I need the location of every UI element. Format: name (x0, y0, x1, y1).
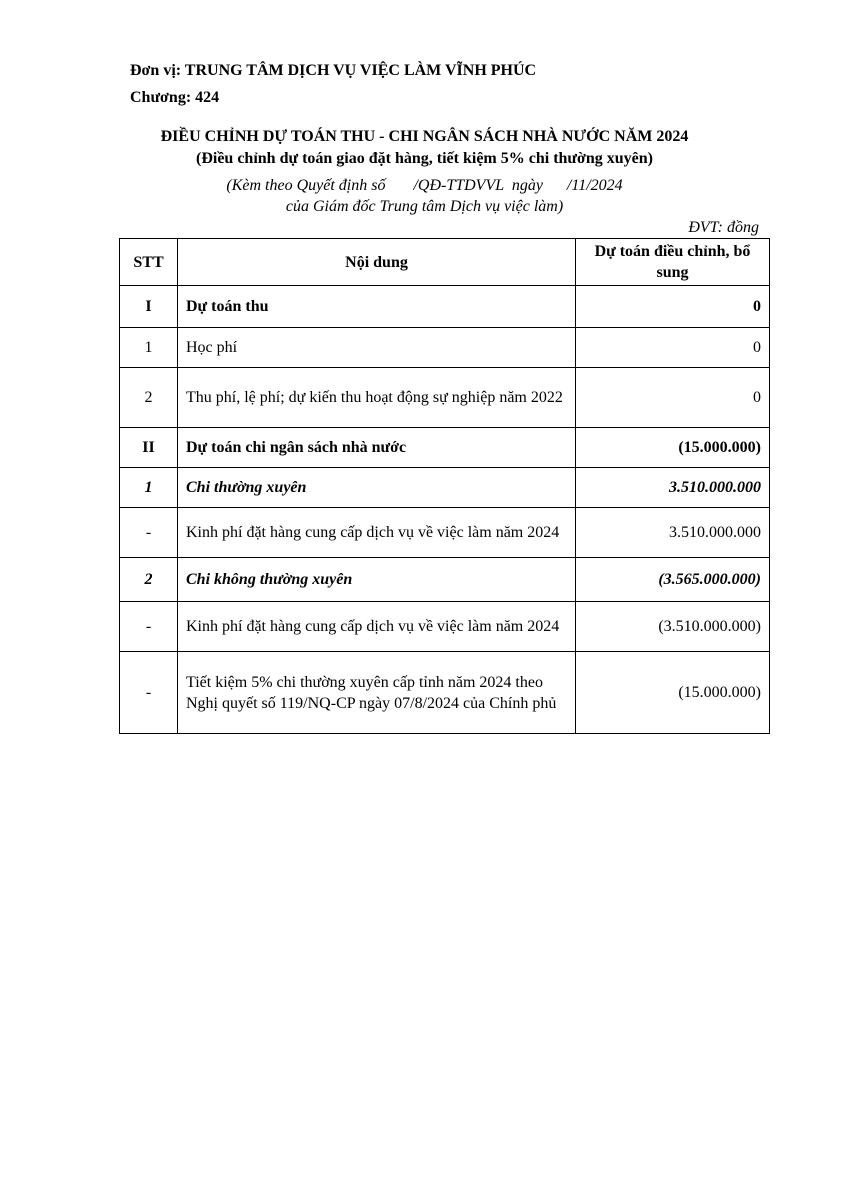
table-row (120, 368, 770, 428)
row-content-cell: Dự toán thu (178, 286, 576, 328)
row-stt-cell: 1 (120, 328, 178, 368)
document-title: ĐIỀU CHỈNH DỰ TOÁN THU - CHI NGÂN SÁCH NHÀ NƯỚC NĂM 2024 (160, 128, 689, 145)
row-value-cell: 3.510.000.000 (576, 508, 770, 558)
row-value-cell: (3.510.000.000) (576, 602, 770, 652)
header-content: Nội dung (178, 239, 576, 286)
row-stt-cell: - (120, 508, 178, 558)
table-row (120, 468, 770, 508)
table-row (120, 602, 770, 652)
row-content-cell: Kinh phí đặt hàng cung cấp dịch vụ về việc làm năm 2024 (178, 602, 576, 652)
table-row (120, 558, 770, 602)
budget-table (119, 238, 770, 734)
row-stt-cell: II (120, 428, 178, 468)
row-content-cell: Học phí (178, 328, 576, 368)
row-stt-cell: I (120, 286, 178, 328)
row-content-cell: Kinh phí đặt hàng cung cấp dịch vụ về việc làm năm 2024 (178, 508, 576, 558)
row-value-cell: (15.000.000) (576, 428, 770, 468)
row-value-cell: (15.000.000) (576, 652, 770, 734)
header-value: Dự toán điều chỉnh, bổ sung (576, 239, 770, 286)
row-stt-cell: 2 (120, 368, 178, 428)
row-stt-cell: - (120, 652, 178, 734)
chapter-line: Chương: 424 (130, 89, 220, 106)
row-stt-cell: - (120, 602, 178, 652)
row-value-cell: 0 (576, 286, 770, 328)
row-content-cell: Thu phí, lệ phí; dự kiến thu hoạt động sự nghiệp năm 2022 (178, 368, 576, 428)
row-content-cell: Chi thường xuyên (178, 468, 576, 508)
table-row (120, 328, 770, 368)
document-subtitle: (Điều chỉnh dự toán giao đặt hàng, tiết kiệm 5% chi thường xuyên) (196, 150, 653, 167)
row-value-cell: (3.565.000.000) (576, 558, 770, 602)
table-body (120, 286, 770, 734)
row-content-cell: Dự toán chi ngân sách nhà nước (178, 428, 576, 468)
table-row (120, 428, 770, 468)
header-stt: STT (120, 239, 178, 286)
row-value-cell: 3.510.000.000 (576, 468, 770, 508)
table-row (120, 508, 770, 558)
row-stt-cell: 2 (120, 558, 178, 602)
table-row (120, 652, 770, 734)
issuer-note: của Giám đốc Trung tâm Dịch vụ việc làm) (285, 198, 564, 215)
row-value-cell: 0 (576, 368, 770, 428)
row-stt-cell: 1 (120, 468, 178, 508)
unit-line: Đơn vị: TRUNG TÂM DỊCH VỤ VIỆC LÀM VĨNH PHÚC (130, 62, 537, 79)
row-value-cell: 0 (576, 328, 770, 368)
row-content-cell: Chi không thường xuyên (178, 558, 576, 602)
currency-unit: ĐVT: đồng (688, 219, 759, 236)
row-content-cell: Tiết kiệm 5% chi thường xuyên cấp tỉnh năm 2024 theo Nghị quyết số 119/NQ-CP ngày 07/8/2024 của Chính phủ (178, 652, 576, 734)
table-header-row (120, 239, 770, 286)
decision-note: (Kèm theo Quyết định số /QĐ-TTDVVL ngày /11/2024 (226, 177, 623, 194)
table-row (120, 286, 770, 328)
